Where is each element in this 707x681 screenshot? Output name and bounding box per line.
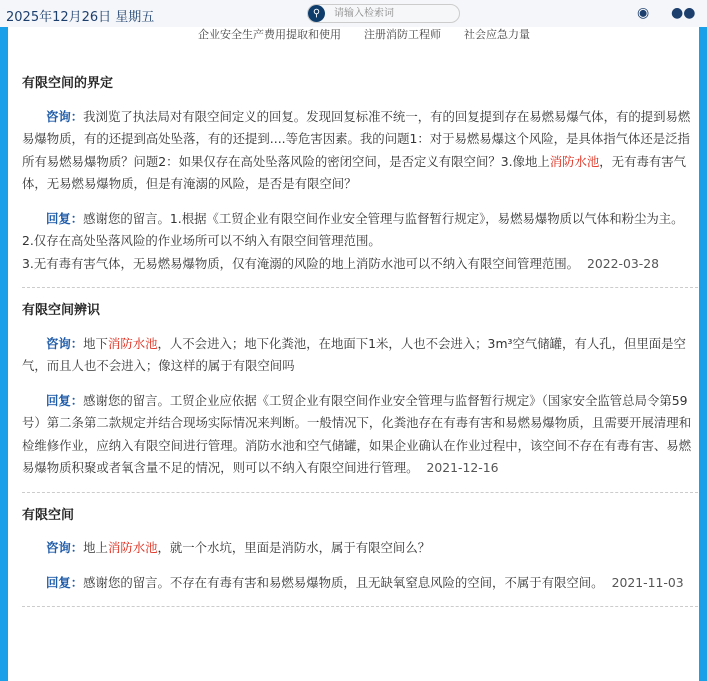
search-icon[interactable]: ⚲ [308,5,325,22]
answer-label: 回复： [46,392,84,408]
question-text: ，人不会进入；地下化粪池，在地面下1米，人也不会进入；3m³空气储罐，有人孔，但里面是空气，而且人也不会进入；像这样的属于有限空间吗 [22,335,686,373]
answer-line: 3.无有毒有害气体，无易燃易爆物质，仅有淹溺的风险的地上消防水池可以不纳入有限空间管理范围。 [22,255,580,271]
answer [22,208,692,276]
question-text: ，无有毒有害气体，无易燃易爆物质，但是有淹溺的风险，是否是有限空间？ [22,153,687,191]
question-text: 我浏览了执法局对有限空间定义的回复。发现回复标准不统一，有的回复提到存在易燃易爆气体，有的提到易燃易爆物质，有的还提到高处坠落，有的还提到....等危害因素。我的问题1：对于易燃易爆这个风险，是具体指气体还是泛指所有易燃易爆物质？问题2：如果仅存在高处坠落风险的密闭空间，是否定义有限空间？3.像地上 [22,108,691,169]
qa-list [22,61,698,607]
question-label: 咨询： [46,108,84,124]
section-title: 有限空间的界定 [22,76,114,91]
qa-section [22,73,698,288]
answer-text: 感谢您的留言。不存在有毒有害和易燃易爆物质，且无缺氧窒息风险的空间，不属于有限空间。 [83,574,604,590]
answer [22,572,692,595]
keyword-link[interactable]: 消防水池 [549,153,600,169]
answer-date: 2021-11-03 [611,574,684,590]
question-text: 地上 [83,540,108,555]
top-bar [0,0,707,27]
answer-label: 回复： [46,210,84,226]
qa-section [22,505,698,608]
question [22,333,692,378]
question-text: 地下 [83,335,108,351]
answer-line: 2.仅存在高处坠落风险的作业场所可以不纳入有限空间管理范围。 [22,233,381,248]
sub-navigation[interactable]: 企业安全生产费用提取和使用 注册消防工程师 社会应急力量 [198,28,530,41]
keyword-link[interactable]: 消防水池 [107,540,158,555]
content-frame [0,27,707,681]
current-date: 2025年12月26日 星期五 [6,10,155,25]
answer-label: 回复： [46,574,84,590]
wechat-icon[interactable]: ●● [671,5,696,21]
question-label: 咨询： [46,335,84,351]
search-input[interactable]: 请输入检索词 [307,4,460,23]
answer-date: 2021-12-16 [426,460,499,475]
weibo-icon[interactable]: ◉ [637,5,650,21]
answer-text: 感谢您的留言。工贸企业应依据《工贸企业有限空间作业安全管理与监督暂行规定》（国家安全监管总局令第59号）第二条第二款规定并结合现场实际情况来判断。一般情况下，化粪池存在有毒有害和易燃易爆物质，且需要开展清理和检维修作业，应纳入有限空间进行管理。消防水池和空气储罐，如果企业确认在作业过程中，该空间不存在有毒有害、易燃易爆物质积聚或者氧含量不足的情况，则可以不纳入有限空间进行管理。 [22,392,692,475]
answer-date: 2022-03-28 [587,255,660,271]
qa-section [22,300,698,493]
question [22,106,692,196]
section-title: 有限空间辨识 [22,303,101,318]
section-title: 有限空间 [22,507,75,523]
question-label: 咨询： [46,540,84,555]
question [22,537,692,560]
question-text: ，就一个水坑，里面是消防水，属于有限空间么？ [157,540,431,555]
answer [22,390,692,480]
answer-text: 感谢您的留言。1.根据《工贸企业有限空间作业安全管理与监督暂行规定》，易燃易爆物质以气体和粉尘为主。 [83,210,684,226]
keyword-link[interactable]: 消防水池 [107,335,158,351]
